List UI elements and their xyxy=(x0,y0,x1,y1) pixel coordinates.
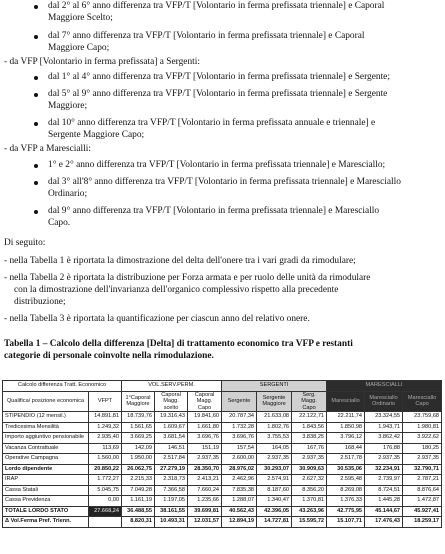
cell-value: 1.197,05 xyxy=(155,496,188,507)
bullet xyxy=(34,76,38,80)
row-label: STIPENDIO (12 mensil.) xyxy=(3,412,89,423)
group-header-calc: Calcolo differenza Tratt. Economico xyxy=(3,381,122,392)
cell-value: 0,00 xyxy=(89,496,122,507)
text-line: dal 1° al 4° anno differenza tra VFP/T [Volontario in ferma prefissata triennale] e Sergente; xyxy=(48,72,390,82)
row-label: Lordo dipendente xyxy=(3,464,89,475)
cell-value: 14.727,81 xyxy=(257,517,292,528)
text-line: - nella Tabella 1 è riportata la dimostrazione del delta dell'onere tra i vari gradi da rimodulare; xyxy=(4,256,356,266)
cell-value: 21.633,08 xyxy=(257,412,292,423)
cell-value: 113,69 xyxy=(89,443,122,454)
cell-value: 20.787,34 xyxy=(222,412,257,423)
bullet xyxy=(34,122,38,126)
row-label: Tredicesima Mensilità xyxy=(3,422,89,433)
table-row xyxy=(3,464,442,475)
cell-value: 176,88 xyxy=(365,443,403,454)
text-line: con la dimostrazione dell'invarianza dell'organico complessivo rispetto alla precedente xyxy=(14,285,339,295)
cell-value: 3.755,53 xyxy=(257,433,292,444)
cell-value: 32.790,71 xyxy=(403,464,442,475)
cell-value: 2.574,91 xyxy=(257,475,292,486)
text-line: 1° e 2° anno differenza tra VFP/T [Volontario in ferma prefissata triennale] e Maresciallo; xyxy=(48,160,386,170)
table-subtitle: categorie di personale coinvolte nella rimodulazione. xyxy=(4,351,214,361)
table-row xyxy=(3,475,442,486)
cell-value: 1.161,19 xyxy=(122,496,155,507)
group-header-marescialli: MARESCIALLI xyxy=(327,381,442,392)
col-header-vfp: VFPT xyxy=(89,391,122,412)
text-line: dal 5° al 9° anno differenza tra VFP/T [Volontario in ferma prefissata triennale] e Sergente xyxy=(48,89,388,99)
table-row xyxy=(3,422,442,433)
row-label: Operative Campagna xyxy=(3,454,89,465)
col-header-maresciallo-capo: Maresciallo Capo xyxy=(403,391,442,412)
cell-value: 2.937,35 xyxy=(257,454,292,465)
cell-value: 23.324,55 xyxy=(365,412,403,423)
cell-value: 26.062,75 xyxy=(122,464,155,475)
cell-value: 3.696,76 xyxy=(188,433,222,444)
cell-value: 39.699,81 xyxy=(188,506,222,517)
text-line: Maggiore Scelto; xyxy=(48,13,113,23)
row-label: Importo aggiuntivo pensionabile xyxy=(3,433,89,444)
text-line: dal 7° anno differenza tra VFP/T [Volontario in ferma prefissata triennale] e Caporal xyxy=(48,31,365,41)
cell-value: 2.739,97 xyxy=(365,475,403,486)
cell-value: 3.862,42 xyxy=(365,433,403,444)
cell-value: 1.472,87 xyxy=(403,496,442,507)
cell-value: 1.370,81 xyxy=(292,496,327,507)
cell-value: 17.476,43 xyxy=(365,517,403,528)
cell-value: 1.732,28 xyxy=(222,422,257,433)
cell-value: 3.796,12 xyxy=(327,433,365,444)
table-row xyxy=(3,454,442,465)
cell-value: 23.759,68 xyxy=(403,412,442,423)
cell-value: 5.045,75 xyxy=(89,485,122,496)
cell-value: 2.517,84 xyxy=(155,454,188,465)
cell-value: 1.249,32 xyxy=(89,422,122,433)
row-label: Δ Vol.Ferma Pref. Trienn. xyxy=(3,517,89,528)
cell-value: 27.279,19 xyxy=(155,464,188,475)
cell-value: 14.891,81 xyxy=(89,412,122,423)
cell-value: 2.627,32 xyxy=(292,475,327,486)
row-label: Cassa Statali xyxy=(3,485,89,496)
cell-value: 2.937,35 xyxy=(292,454,327,465)
text-line: Maggiore Capo; xyxy=(48,43,110,53)
table-row xyxy=(3,412,442,423)
cell-value: 30.535,06 xyxy=(327,464,365,475)
cell-value: 2.937,35 xyxy=(403,454,442,465)
cell-value: 157,54 xyxy=(222,443,257,454)
cell-value: 146,51 xyxy=(155,443,188,454)
text-line: Di seguito: xyxy=(4,238,46,248)
col-header-label: Qualifica/ posizione economica xyxy=(3,391,89,412)
col-header-sergente: Sergente xyxy=(222,391,257,412)
cell-value: 1.376,33 xyxy=(327,496,365,507)
cell-value: 1.980,81 xyxy=(403,422,442,433)
col-header-caporal-magg-scelto: Caporal Magg. scelto xyxy=(155,391,188,412)
cell-value: 7.660,24 xyxy=(188,485,222,496)
cell-value: 2.937,35 xyxy=(188,454,222,465)
row-label: TOTALE LORDO STATO xyxy=(3,506,89,517)
bullet xyxy=(34,5,38,9)
cell-value: 28.350,70 xyxy=(188,464,222,475)
cell-value: 19.841,60 xyxy=(188,412,222,423)
cell-value: 142,09 xyxy=(122,443,155,454)
cell-value: 2.595,48 xyxy=(327,475,365,486)
cell-value: 42.775,95 xyxy=(327,506,365,517)
table-row xyxy=(3,443,442,454)
text-line: - nella Tabella 2 è riportata la distribuzione per Forza armata e per ruolo delle unità da rimodulare xyxy=(4,273,371,283)
cell-value: 164,05 xyxy=(257,443,292,454)
cell-value: 8.269,08 xyxy=(327,485,365,496)
cell-value: 3.696,76 xyxy=(222,433,257,444)
cell-value: 3.669,25 xyxy=(122,433,155,444)
cell-value: 7.049,28 xyxy=(122,485,155,496)
cell-value: 18.739,76 xyxy=(122,412,155,423)
cell-value: 15.107,71 xyxy=(327,517,365,528)
cell-value: 167,76 xyxy=(292,443,327,454)
text-line: dal 2° al 6° anno differenza tra VFP/T [Volontario in ferma prefissata triennale] e Caporal xyxy=(48,1,385,11)
cell-value: 1.235,66 xyxy=(188,496,222,507)
text-line: - da VFP a Marescialli: xyxy=(4,144,91,154)
cell-value: 8.876,64 xyxy=(403,485,442,496)
cell-value: 2.318,73 xyxy=(155,475,188,486)
cell-value: 2.935,40 xyxy=(89,433,122,444)
table-row xyxy=(3,433,442,444)
col-header-1-caporal-maggiore: 1°Caporal Maggiore xyxy=(122,391,155,412)
bullet xyxy=(34,181,38,185)
text-line: Maggiore; xyxy=(48,101,88,111)
bullet xyxy=(34,35,38,39)
cell-value: 180,25 xyxy=(403,443,442,454)
cell-value: 3.681,54 xyxy=(155,433,188,444)
cell-value: 22.211,74 xyxy=(327,412,365,423)
cell-value: 2.462,96 xyxy=(222,475,257,486)
text-line: - nella Tabella 3 è riportata la quantificazione per ciascun anno del relativo onere. xyxy=(4,314,310,324)
cell-value: 2.215,33 xyxy=(122,475,155,486)
cell-value: 1.802,76 xyxy=(257,422,292,433)
cell-value: 45.927,41 xyxy=(403,506,442,517)
cell-value: 15.595,72 xyxy=(292,517,327,528)
cell-value: 1.843,56 xyxy=(292,422,327,433)
cell-value: 43.263,96 xyxy=(292,506,327,517)
cell-value: 40.562,43 xyxy=(222,506,257,517)
cell-value: 2.600,00 xyxy=(222,454,257,465)
cell-value: 20.850,22 xyxy=(89,464,122,475)
cell-value: 19.316,43 xyxy=(155,412,188,423)
bullet xyxy=(34,164,38,168)
cell-value: 1.340,47 xyxy=(257,496,292,507)
cell-value: 42.396,05 xyxy=(257,506,292,517)
table-row xyxy=(3,485,442,496)
cell-value: 8.724,51 xyxy=(365,485,403,496)
cell-value: 1.772,27 xyxy=(89,475,122,486)
text-line: dal 9° anno differenza tra VFP/T [Volontario in ferma prefissata triennale] e Maresciallo xyxy=(48,206,380,216)
cell-value: 3.922,62 xyxy=(403,433,442,444)
cell-value: 32.234,91 xyxy=(365,464,403,475)
table-row-delta xyxy=(3,517,442,528)
row-label: Cassa Previdenza xyxy=(3,496,89,507)
cell-value: 45.144,67 xyxy=(365,506,403,517)
table-row xyxy=(3,496,442,507)
cell-value: 27.668,24 xyxy=(89,506,122,517)
cell-value: 1.609,67 xyxy=(155,422,188,433)
cell-value: 151,19 xyxy=(188,443,222,454)
cell-value: 8.820,31 xyxy=(122,517,155,528)
group-header-sergenti: SERGENTI xyxy=(222,381,327,392)
cell-value: 30.293,07 xyxy=(257,464,292,475)
col-header-sergente-maggiore: Sergente Maggiore xyxy=(257,391,292,412)
cell-value: 1.288,07 xyxy=(222,496,257,507)
col-header-maresciallo-ordinario: Maresciallo Ordinario xyxy=(365,391,403,412)
cell-value: 1.661,80 xyxy=(188,422,222,433)
row-label: IRAP xyxy=(3,475,89,486)
cell-value: 18.259,17 xyxy=(403,517,442,528)
cell-value: 1.943,71 xyxy=(365,422,403,433)
text-line: Capo. xyxy=(48,218,71,228)
col-header-serg-magg-capo: Serg. Magg. Capo xyxy=(292,391,327,412)
cell-value: 168,44 xyxy=(327,443,365,454)
text-line: dal 10° anno differenza tra VFP/T [Volontario in ferma prefissata annuale e triennale] e xyxy=(48,118,376,128)
cell-value: 12.031,57 xyxy=(188,517,222,528)
cell-value: 30.909,63 xyxy=(292,464,327,475)
text-line: Sergente Maggiore Capo; xyxy=(48,130,145,140)
cell-value: 3.838,25 xyxy=(292,433,327,444)
text-line: distribuzione; xyxy=(14,297,66,307)
cell-value: 1.560,00 xyxy=(89,454,122,465)
group-header-volserv: VOL.SERV.PERM. xyxy=(122,381,222,392)
cell-value: 10.493,31 xyxy=(155,517,188,528)
text-line: Ordinario; xyxy=(48,189,88,199)
cell-value: 38.161,55 xyxy=(155,506,188,517)
cell-value: 8.187,60 xyxy=(257,485,292,496)
cell-value: 28.976,02 xyxy=(222,464,257,475)
bullet xyxy=(34,210,38,214)
table-row-totale xyxy=(3,506,442,517)
table-title: Tabella 1 – Calcolo della differenza [Delta] di trattamento economico tra VFP e restanti xyxy=(4,339,353,349)
cell-value: 8.356,20 xyxy=(292,485,327,496)
cell-value: 36.488,55 xyxy=(122,506,155,517)
cell-value xyxy=(89,517,122,528)
cell-value: 1.445,28 xyxy=(365,496,403,507)
cell-value: 1.850,98 xyxy=(327,422,365,433)
cell-value: 2.787,21 xyxy=(403,475,442,486)
cell-value: 1.950,00 xyxy=(122,454,155,465)
cell-value: 12.894,19 xyxy=(222,517,257,528)
table-column-header-row xyxy=(3,391,442,412)
text-line: - da VFP [Volontario in ferma prefissata] a Sergenti: xyxy=(4,57,200,67)
cell-value: 2.413,21 xyxy=(188,475,222,486)
cell-value: 1.561,65 xyxy=(122,422,155,433)
cell-value: 2.517,78 xyxy=(327,454,365,465)
cell-value: 7.835,38 xyxy=(222,485,257,496)
bullet xyxy=(34,93,38,97)
col-header-caporal-magg-capo: Caporal Magg. Capo xyxy=(188,391,222,412)
text-line: dal 3° all'8° anno differenza tra VFP/T [Volontario in ferma prefissata triennale] e Maresciallo xyxy=(48,177,401,187)
col-header-maresciallo: Maresciallo xyxy=(327,391,365,412)
cell-value: 2.937,35 xyxy=(365,454,403,465)
delta-table xyxy=(2,380,442,528)
cell-value: 22.122,71 xyxy=(292,412,327,423)
cell-value: 7.366,58 xyxy=(155,485,188,496)
table-group-header-row xyxy=(3,381,442,392)
row-label: Vacanza Contrattuale xyxy=(3,443,89,454)
